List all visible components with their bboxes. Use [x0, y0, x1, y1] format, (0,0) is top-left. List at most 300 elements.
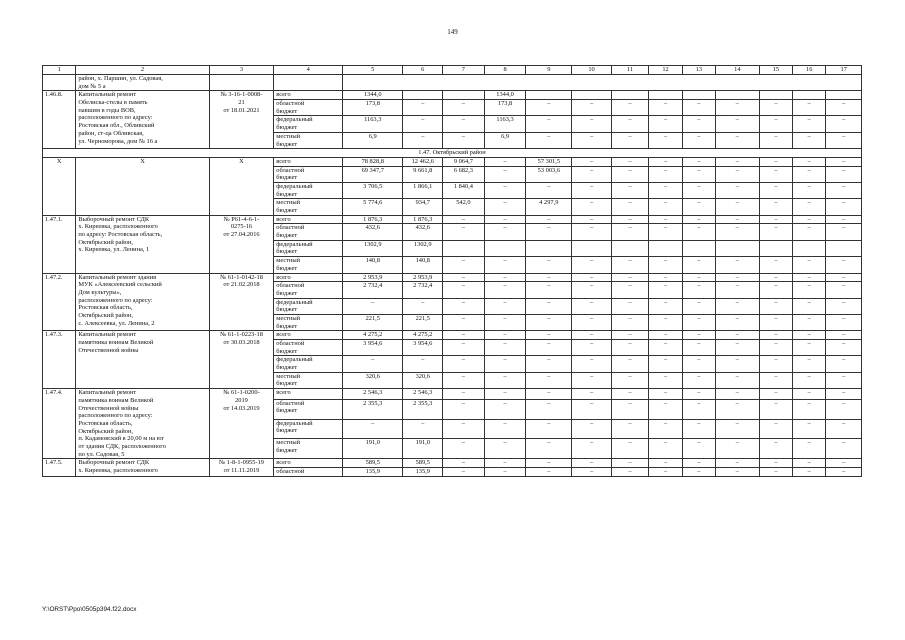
table-row — [43, 459, 862, 468]
value-cell: 173,8 — [484, 100, 526, 116]
value-cell — [443, 91, 485, 100]
value-cell: – — [793, 157, 826, 166]
value-cell: – — [649, 372, 682, 388]
value-cell: – — [649, 273, 682, 282]
value-cell: – — [526, 331, 572, 340]
value-cell: – — [443, 215, 485, 224]
value-cell: – — [572, 331, 612, 340]
value-cell: – — [649, 100, 682, 116]
value-cell: – — [682, 459, 715, 468]
value-cell: – — [484, 340, 526, 356]
value-cell: – — [572, 282, 612, 298]
value-cell: – — [716, 132, 760, 148]
value-cell: – — [526, 273, 572, 282]
document-cell: № 1-8-1-0955-19 от 11.11.2019 — [209, 459, 274, 476]
value-cell: – — [484, 459, 526, 468]
column-number-cell: 5 — [343, 66, 403, 75]
value-cell: – — [716, 439, 760, 459]
value-cell: – — [526, 182, 572, 198]
value-cell: – — [611, 116, 649, 132]
funding-source-cell: местный бюджет — [274, 132, 343, 148]
value-cell: – — [682, 100, 715, 116]
value-cell: – — [403, 419, 443, 439]
value-cell: 221,5 — [343, 314, 403, 330]
value-cell: – — [716, 199, 760, 215]
object-description-cell: Капитальный ремонт Обелиска-стелы в память павшим в годы ВОВ, расположенного по адресу: Ростовская обл., Обливский район, ст-ца Обливская, ул. Черноморова, дом № 16 а — [76, 91, 209, 149]
value-cell: 1 876,3 — [343, 215, 403, 224]
value-cell: 2 732,4 — [403, 282, 443, 298]
value-cell: – — [649, 224, 682, 240]
value-cell: – — [826, 372, 862, 388]
value-cell: – — [716, 224, 760, 240]
value-cell: – — [793, 273, 826, 282]
value-cell: – — [649, 459, 682, 468]
section-heading-row — [43, 149, 862, 158]
funding-source-cell: федеральный бюджет — [274, 240, 343, 256]
value-cell: – — [682, 439, 715, 459]
value-cell: – — [443, 399, 485, 419]
value-cell: – — [526, 340, 572, 356]
row-number-cell: 1.47.5. — [43, 459, 76, 476]
value-cell: 320,6 — [403, 372, 443, 388]
value-cell: – — [443, 372, 485, 388]
value-cell: – — [682, 257, 715, 273]
document-cell: № 61-1-0142-18 от 21.02.2018 — [209, 273, 274, 331]
value-cell: 1 840,4 — [443, 182, 485, 198]
value-cell: – — [716, 282, 760, 298]
value-cell: – — [649, 132, 682, 148]
value-cell: 3 706,5 — [343, 182, 403, 198]
value-cell: – — [793, 331, 826, 340]
value-cell: – — [682, 224, 715, 240]
value-cell: – — [484, 419, 526, 439]
value-cell: – — [526, 389, 572, 400]
column-number-cell: 10 — [572, 66, 612, 75]
value-cell: – — [716, 157, 760, 166]
value-cell: – — [526, 459, 572, 468]
value-cell: 53 003,6 — [526, 166, 572, 182]
value-cell: – — [649, 468, 682, 477]
page-number: 149 — [447, 28, 458, 36]
value-cell: – — [572, 314, 612, 330]
value-cell: – — [443, 439, 485, 459]
value-cell — [826, 91, 862, 100]
value-cell — [526, 91, 572, 100]
value-cell: – — [682, 199, 715, 215]
value-cell: – — [682, 132, 715, 148]
column-number-cell: 13 — [682, 66, 715, 75]
document-cell: № 61-1-0200- 2019 от 14.03.2019 — [209, 389, 274, 459]
value-cell: – — [649, 340, 682, 356]
value-cell: – — [611, 439, 649, 459]
column-number-cell: 15 — [759, 66, 792, 75]
value-cell: – — [484, 215, 526, 224]
value-cell: – — [484, 199, 526, 215]
value-cell: – — [759, 468, 792, 477]
value-cell — [649, 91, 682, 100]
value-cell: – — [611, 372, 649, 388]
continuation-row — [43, 75, 862, 91]
funding-source-cell: местный бюджет — [274, 439, 343, 459]
column-number-cell: 12 — [649, 66, 682, 75]
value-cell: 4 275,2 — [343, 331, 403, 340]
value-cell — [716, 240, 760, 256]
value-cell: – — [611, 468, 649, 477]
value-cell: – — [443, 257, 485, 273]
value-cell: – — [572, 182, 612, 198]
value-cell — [443, 240, 485, 256]
column-number-cell: 11 — [611, 66, 649, 75]
value-cell: – — [716, 314, 760, 330]
value-cell: – — [716, 356, 760, 372]
value-cell: – — [826, 314, 862, 330]
column-number-cell: 16 — [793, 66, 826, 75]
value-cell: – — [682, 372, 715, 388]
value-cell: – — [484, 298, 526, 314]
value-cell: – — [484, 273, 526, 282]
value-cell: – — [572, 215, 612, 224]
value-cell: – — [716, 372, 760, 388]
value-cell: 589,5 — [343, 459, 403, 468]
value-cell: – — [611, 459, 649, 468]
value-cell: – — [793, 372, 826, 388]
value-cell: – — [526, 298, 572, 314]
value-cell: – — [526, 100, 572, 116]
value-cell: – — [759, 132, 792, 148]
value-cell: – — [793, 199, 826, 215]
value-cell: – — [443, 298, 485, 314]
value-cell: – — [572, 459, 612, 468]
value-cell: – — [826, 273, 862, 282]
funding-source-cell: областной бюджет — [274, 100, 343, 116]
value-cell: – — [716, 182, 760, 198]
value-cell: – — [649, 439, 682, 459]
value-cell: – — [484, 331, 526, 340]
value-cell: 173,8 — [343, 100, 403, 116]
object-description-cell: Выборочный ремонт СДК х. Киреевка, расположенного по адресу: Ростовская область, Октябрьский район, х. Киреевка, ул. Ленина, 1 — [76, 215, 209, 273]
value-cell: – — [793, 100, 826, 116]
value-cell: – — [484, 389, 526, 400]
value-cell: – — [649, 157, 682, 166]
section-heading: 1.47. Октябрьский район — [43, 149, 862, 158]
value-cell — [759, 240, 792, 256]
funding-source-cell: всего — [274, 459, 343, 468]
value-cell: – — [716, 419, 760, 439]
value-cell: – — [826, 116, 862, 132]
value-cell: – — [572, 372, 612, 388]
value-cell — [572, 91, 612, 100]
value-cell: – — [649, 389, 682, 400]
value-cell: – — [826, 157, 862, 166]
value-cell: – — [611, 224, 649, 240]
value-cell: 69 347,7 — [343, 166, 403, 182]
value-cell: – — [443, 419, 485, 439]
value-cell — [611, 91, 649, 100]
value-cell: – — [526, 257, 572, 273]
funding-source-cell: всего — [274, 91, 343, 100]
value-cell: – — [826, 132, 862, 148]
value-cell: – — [443, 116, 485, 132]
value-cell: – — [443, 314, 485, 330]
value-cell: – — [611, 282, 649, 298]
value-cell: – — [759, 282, 792, 298]
value-cell: – — [793, 340, 826, 356]
value-cell: – — [682, 356, 715, 372]
column-number-cell: 2 — [76, 66, 209, 75]
value-cell — [526, 240, 572, 256]
value-cell: – — [484, 282, 526, 298]
value-cell: – — [826, 468, 862, 477]
object-description-cell: район, х. Паршин, ул. Садовая, дом № 5 а — [76, 75, 209, 91]
value-cell: – — [572, 199, 612, 215]
value-cell: – — [759, 331, 792, 340]
value-cell: 2 732,4 — [343, 282, 403, 298]
value-cell: 6 682,3 — [443, 166, 485, 182]
value-cell: 1 866,1 — [403, 182, 443, 198]
value-cell: – — [526, 372, 572, 388]
value-cell: – — [649, 331, 682, 340]
funding-source-cell: областной бюджет — [274, 399, 343, 419]
value-cell: – — [572, 157, 612, 166]
value-cell: – — [649, 199, 682, 215]
value-cell: – — [682, 419, 715, 439]
value-cell: – — [793, 182, 826, 198]
value-cell: – — [572, 273, 612, 282]
funding-source-cell: всего — [274, 215, 343, 224]
value-cell: – — [572, 389, 612, 400]
value-cell: – — [611, 399, 649, 419]
value-cell: 2 355,3 — [403, 399, 443, 419]
column-number-cell: 8 — [484, 66, 526, 75]
funding-source-cell: федеральный бюджет — [274, 116, 343, 132]
value-cell: – — [682, 215, 715, 224]
value-cell: – — [611, 157, 649, 166]
value-cell: – — [826, 389, 862, 400]
value-cell: 1 876,3 — [403, 215, 443, 224]
value-cell: – — [526, 399, 572, 419]
value-cell: – — [611, 215, 649, 224]
value-cell: – — [649, 257, 682, 273]
row-number-cell — [43, 75, 76, 91]
value-cell: – — [484, 182, 526, 198]
value-cell: 1344,0 — [343, 91, 403, 100]
value-cell: – — [484, 257, 526, 273]
value-cell: – — [793, 298, 826, 314]
value-cell: – — [759, 100, 792, 116]
value-cell: – — [649, 282, 682, 298]
value-cell: 2 953,9 — [403, 273, 443, 282]
value-cell — [611, 240, 649, 256]
document-cell: № Р61-4-6-1- 0275-16 от 27.04.2016 — [209, 215, 274, 273]
value-cell: – — [649, 116, 682, 132]
value-cell: – — [526, 419, 572, 439]
value-cell: 2 546,3 — [403, 389, 443, 400]
value-cell: – — [826, 340, 862, 356]
value-cell: – — [759, 439, 792, 459]
value-cell: – — [572, 439, 612, 459]
value-cell — [649, 240, 682, 256]
row-number-cell: X — [43, 157, 76, 215]
value-cell: 6,9 — [343, 132, 403, 148]
value-cell: – — [826, 215, 862, 224]
table-row — [43, 215, 862, 224]
value-cell: – — [572, 399, 612, 419]
value-cell: – — [343, 356, 403, 372]
funding-source-cell: областной бюджет — [274, 166, 343, 182]
value-cell: – — [826, 257, 862, 273]
value-cell: – — [403, 116, 443, 132]
funding-source-cell: федеральный бюджет — [274, 356, 343, 372]
empty-values-cell — [343, 75, 862, 91]
document-cell — [209, 75, 274, 91]
value-cell: – — [443, 331, 485, 340]
funding-source-cell: местный бюджет — [274, 257, 343, 273]
value-cell: 140,8 — [343, 257, 403, 273]
value-cell: – — [484, 157, 526, 166]
value-cell: – — [343, 298, 403, 314]
value-cell: – — [793, 314, 826, 330]
object-description-cell: X — [76, 157, 209, 215]
value-cell: 432,6 — [343, 224, 403, 240]
row-number-cell: 1.46.8. — [43, 91, 76, 149]
value-cell: – — [649, 314, 682, 330]
value-cell: 2 546,3 — [343, 389, 403, 400]
value-cell: – — [793, 356, 826, 372]
value-cell: – — [716, 389, 760, 400]
funding-source-cell: всего — [274, 331, 343, 340]
value-cell: – — [759, 273, 792, 282]
value-cell — [759, 91, 792, 100]
value-cell: – — [403, 298, 443, 314]
value-cell: – — [759, 215, 792, 224]
value-cell: – — [484, 224, 526, 240]
value-cell: – — [611, 132, 649, 148]
value-cell: – — [611, 298, 649, 314]
value-cell: – — [716, 116, 760, 132]
value-cell: – — [649, 182, 682, 198]
value-cell: – — [649, 419, 682, 439]
value-cell: – — [526, 132, 572, 148]
funding-source-cell: областной бюджет — [274, 224, 343, 240]
value-cell: – — [793, 132, 826, 148]
value-cell: – — [572, 116, 612, 132]
column-number-row — [43, 66, 862, 75]
value-cell: – — [611, 199, 649, 215]
funding-source-cell: областной — [274, 468, 343, 477]
column-number-cell: 3 — [209, 66, 274, 75]
object-description-cell: Капитальный ремонт здания МУК «Алексеевский сельский Дом культуры», расположенного по адресу: Ростовская область, Октябрьский район, с. Алексеевка, ул. Ленина, 2 — [76, 273, 209, 331]
funding-source-cell: федеральный бюджет — [274, 419, 343, 439]
value-cell: – — [649, 298, 682, 314]
funding-source-cell: местный бюджет — [274, 372, 343, 388]
value-cell: – — [759, 182, 792, 198]
value-cell: – — [793, 215, 826, 224]
value-cell: – — [716, 166, 760, 182]
value-cell: – — [793, 282, 826, 298]
value-cell: – — [759, 399, 792, 419]
value-cell: – — [572, 340, 612, 356]
value-cell: – — [572, 468, 612, 477]
value-cell: – — [682, 116, 715, 132]
value-cell: – — [826, 459, 862, 468]
value-cell — [572, 240, 612, 256]
value-cell: 5 774,6 — [343, 199, 403, 215]
value-cell: – — [611, 389, 649, 400]
value-cell: – — [793, 439, 826, 459]
table-row — [43, 91, 862, 100]
value-cell: 1163,3 — [343, 116, 403, 132]
value-cell: – — [526, 215, 572, 224]
value-cell: – — [443, 273, 485, 282]
value-cell: – — [343, 419, 403, 439]
value-cell: 9 661,8 — [403, 166, 443, 182]
value-cell — [682, 91, 715, 100]
table-row — [43, 273, 862, 282]
value-cell: 4 275,2 — [403, 331, 443, 340]
value-cell: – — [759, 157, 792, 166]
value-cell: – — [611, 331, 649, 340]
value-cell — [403, 91, 443, 100]
value-cell: – — [716, 100, 760, 116]
funding-source-cell: всего — [274, 389, 343, 400]
object-description-cell: Капитальный ремонт памятника воинам Великой Отечественной войны расположенного по адресу: Ростовская область, Октябрьский район, п. Кадамовский в 20,00 м на юг от здания СДК, расположенного по ул. Садовая, 5 — [76, 389, 209, 459]
value-cell: – — [759, 419, 792, 439]
value-cell: – — [611, 166, 649, 182]
value-cell: – — [759, 372, 792, 388]
value-cell: – — [759, 314, 792, 330]
value-cell: – — [793, 389, 826, 400]
value-cell: – — [759, 340, 792, 356]
value-cell: – — [443, 389, 485, 400]
value-cell: 1344,0 — [484, 91, 526, 100]
value-cell — [484, 240, 526, 256]
value-cell: – — [682, 399, 715, 419]
value-cell: – — [793, 224, 826, 240]
value-cell: 221,5 — [403, 314, 443, 330]
value-cell: – — [759, 224, 792, 240]
value-cell: – — [759, 356, 792, 372]
value-cell: – — [716, 215, 760, 224]
file-path-footer: Y:\ORST\Ppo\0505p394.f22.docx — [42, 606, 137, 613]
value-cell: 9 064,7 — [443, 157, 485, 166]
value-cell: – — [611, 340, 649, 356]
value-cell: – — [826, 166, 862, 182]
row-number-cell: 1.47.3. — [43, 331, 76, 389]
value-cell: – — [526, 314, 572, 330]
value-cell: 2 953,9 — [343, 273, 403, 282]
column-number-cell: 14 — [716, 66, 760, 75]
value-cell: – — [682, 166, 715, 182]
value-cell: – — [793, 257, 826, 273]
value-cell: – — [572, 132, 612, 148]
funding-source-cell: федеральный бюджет — [274, 182, 343, 198]
table-row — [43, 331, 862, 340]
value-cell: – — [793, 459, 826, 468]
value-cell: – — [611, 419, 649, 439]
value-cell: – — [403, 132, 443, 148]
value-cell: – — [611, 314, 649, 330]
value-cell: – — [826, 399, 862, 419]
value-cell: – — [682, 298, 715, 314]
value-cell: 78 828,8 — [343, 157, 403, 166]
value-cell: – — [682, 340, 715, 356]
value-cell: – — [572, 356, 612, 372]
funding-source-cell: всего — [274, 273, 343, 282]
value-cell: – — [759, 199, 792, 215]
value-cell — [793, 240, 826, 256]
value-cell: 320,6 — [343, 372, 403, 388]
funding-source-cell: местный бюджет — [274, 199, 343, 215]
